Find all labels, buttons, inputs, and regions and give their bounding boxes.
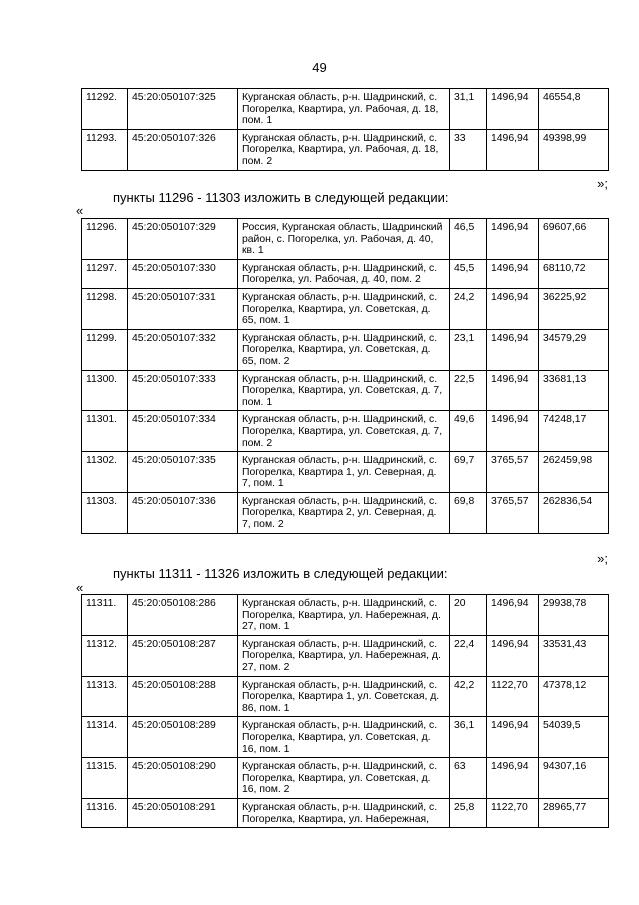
- cadastral-number-cell: 45:20:050108:291: [128, 798, 238, 827]
- area-cell: 31,1: [450, 89, 487, 130]
- rate-cell: 1496,94: [487, 411, 539, 452]
- rate-cell: 1496,94: [487, 595, 539, 636]
- address-cell: Курганская область, р-н. Шадринский, с. Погорелка, Квартира, ул. Рабочая, д. 18, пом. 2: [238, 129, 450, 170]
- cadastral-value-cell: 94307,16: [539, 758, 609, 799]
- cadastral-value-cell: 33531,43: [539, 635, 609, 676]
- row-number-cell: 11302.: [82, 452, 128, 493]
- rate-cell: 1496,94: [487, 758, 539, 799]
- cadastral-number-cell: 45:20:050108:287: [128, 635, 238, 676]
- table-row: [82, 798, 609, 827]
- rate-cell: 1122,70: [487, 676, 539, 717]
- table-row: [82, 89, 609, 130]
- rate-cell: 1496,94: [487, 288, 539, 329]
- cadastral-value-cell: 29938,78: [539, 595, 609, 636]
- page-number: 49: [312, 60, 327, 75]
- cadastral-value-cell: 54039,5: [539, 717, 609, 758]
- table-row: [82, 676, 609, 717]
- address-cell: Курганская область, р-н. Шадринский, с. Погорелка, Квартира 2, ул. Северная, д. 7, пом. 2: [238, 492, 450, 533]
- cadastral-number-cell: 45:20:050107:335: [128, 452, 238, 493]
- rate-cell: 3765,57: [487, 452, 539, 493]
- cadastral-value-cell: 68110,72: [539, 259, 609, 288]
- closing-quote-mark: »;: [597, 176, 608, 191]
- area-cell: 42,2: [450, 676, 487, 717]
- table-row: [82, 219, 609, 260]
- area-cell: 69,7: [450, 452, 487, 493]
- cadastral-value-cell: 49398,99: [539, 129, 609, 170]
- area-cell: 22,4: [450, 635, 487, 676]
- area-cell: 22,5: [450, 370, 487, 411]
- cadastral-number-cell: 45:20:050108:289: [128, 717, 238, 758]
- address-cell: Курганская область, р-н. Шадринский, с. Погорелка, Квартира, ул. Советская, д. 7, пом. 1: [238, 370, 450, 411]
- address-cell: Курганская область, р-н. Шадринский, с. Погорелка, Квартира, ул. Советская, д. 16, пом. 1: [238, 717, 450, 758]
- row-number-cell: 11299.: [82, 329, 128, 370]
- table-row: [82, 452, 609, 493]
- row-number-cell: 11298.: [82, 288, 128, 329]
- address-cell: Курганская область, р-н. Шадринский, с. Погорелка, Квартира, ул. Набережная, д. 27, пом. 2: [238, 635, 450, 676]
- cadastral-number-cell: 45:20:050107:329: [128, 219, 238, 260]
- cadastral-number-cell: 45:20:050107:336: [128, 492, 238, 533]
- address-cell: Курганская область, р-н. Шадринский, с. Погорелка, Квартира, ул. Советская, д. 65, пом. 2: [238, 329, 450, 370]
- area-cell: 69,8: [450, 492, 487, 533]
- cadastral-value-cell: 34579,29: [539, 329, 609, 370]
- rate-cell: 1496,94: [487, 329, 539, 370]
- cadastral-number-cell: 45:20:050107:331: [128, 288, 238, 329]
- address-cell: Курганская область, р-н. Шадринский, с. Погорелка, Квартира 1, ул. Северная, д. 7, пом. 1: [238, 452, 450, 493]
- rate-cell: 1496,94: [487, 717, 539, 758]
- area-cell: 46,5: [450, 219, 487, 260]
- table-row: [82, 129, 609, 170]
- area-cell: 23,1: [450, 329, 487, 370]
- area-cell: 20: [450, 595, 487, 636]
- area-cell: 33: [450, 129, 487, 170]
- rate-cell: 1496,94: [487, 635, 539, 676]
- cadastral-number-cell: 45:20:050107:330: [128, 259, 238, 288]
- area-cell: 45,5: [450, 259, 487, 288]
- cadastral-number-cell: 45:20:050107:333: [128, 370, 238, 411]
- cadastral-value-cell: 28965,77: [539, 798, 609, 827]
- section-instruction: пункты 11296 - 11303 изложить в следующей редакции:: [113, 190, 449, 205]
- area-cell: 24,2: [450, 288, 487, 329]
- cadastral-number-cell: 45:20:050107:325: [128, 89, 238, 130]
- cadastral-number-cell: 45:20:050107:332: [128, 329, 238, 370]
- row-number-cell: 11292.: [82, 89, 128, 130]
- cadastral-number-cell: 45:20:050108:290: [128, 758, 238, 799]
- rate-cell: 1122,70: [487, 798, 539, 827]
- address-cell: Курганская область, р-н. Шадринский, с. Погорелка, Квартира, ул. Набережная, д. 27, пом. 1: [238, 595, 450, 636]
- row-number-cell: 11297.: [82, 259, 128, 288]
- row-number-cell: 11315.: [82, 758, 128, 799]
- area-cell: 25,8: [450, 798, 487, 827]
- table-row: [82, 288, 609, 329]
- rate-cell: 1496,94: [487, 89, 539, 130]
- table-row: [82, 370, 609, 411]
- cadastral-number-cell: 45:20:050107:326: [128, 129, 238, 170]
- row-number-cell: 11301.: [82, 411, 128, 452]
- address-cell: Курганская область, р-н. Шадринский, с. Погорелка, ул. Рабочая, д. 40, пом. 2: [238, 259, 450, 288]
- row-number-cell: 11312.: [82, 635, 128, 676]
- table-row: [82, 635, 609, 676]
- table-row: [82, 758, 609, 799]
- table-row: [82, 717, 609, 758]
- opening-quote-mark: «: [76, 580, 84, 595]
- cadastral-value-cell: 262459,98: [539, 452, 609, 493]
- address-cell: Курганская область, р-н. Шадринский, с. Погорелка, Квартира, ул. Набережная,: [238, 798, 450, 827]
- cadastral-value-cell: 262836,54: [539, 492, 609, 533]
- table-row: [82, 259, 609, 288]
- cadastral-number-cell: 45:20:050108:288: [128, 676, 238, 717]
- address-cell: Курганская область, р-н. Шадринский, с. Погорелка, Квартира, ул. Советская, д. 65, пом. 1: [238, 288, 450, 329]
- rate-cell: 1496,94: [487, 219, 539, 260]
- address-cell: Курганская область, р-н. Шадринский, с. Погорелка, Квартира 1, ул. Советская, д. 86, пом. 1: [238, 676, 450, 717]
- section-instruction: пункты 11311 - 11326 изложить в следующей редакции:: [113, 566, 448, 581]
- row-number-cell: 11311.: [82, 595, 128, 636]
- address-cell: Курганская область, р-н. Шадринский, с. Погорелка, Квартира, ул. Рабочая, д. 18, пом. 1: [238, 89, 450, 130]
- row-number-cell: 11296.: [82, 219, 128, 260]
- rate-cell: 1496,94: [487, 370, 539, 411]
- row-number-cell: 11293.: [82, 129, 128, 170]
- area-cell: 49,6: [450, 411, 487, 452]
- table-row: [82, 492, 609, 533]
- registry-table-section-2: [81, 594, 609, 828]
- table-row: [82, 595, 609, 636]
- row-number-cell: 11314.: [82, 717, 128, 758]
- table-row: [82, 411, 609, 452]
- cadastral-value-cell: 47378,12: [539, 676, 609, 717]
- cadastral-value-cell: 33681,13: [539, 370, 609, 411]
- table-row: [82, 329, 609, 370]
- address-cell: Курганская область, р-н. Шадринский, с. Погорелка, Квартира, ул. Советская, д. 16, пом. 2: [238, 758, 450, 799]
- row-number-cell: 11316.: [82, 798, 128, 827]
- address-cell: Россия, Курганская область, Шадринский район, с. Погорелка, ул. Рабочая, д. 40, кв. 1: [238, 219, 450, 260]
- rate-cell: 1496,94: [487, 259, 539, 288]
- registry-table-section-1: [81, 218, 609, 534]
- cadastral-value-cell: 46554,8: [539, 89, 609, 130]
- cadastral-number-cell: 45:20:050107:334: [128, 411, 238, 452]
- area-cell: 63: [450, 758, 487, 799]
- registry-table-top: [81, 88, 609, 171]
- rate-cell: 1496,94: [487, 129, 539, 170]
- cadastral-value-cell: 74248,17: [539, 411, 609, 452]
- area-cell: 36,1: [450, 717, 487, 758]
- address-cell: Курганская область, р-н. Шадринский, с. Погорелка, Квартира, ул. Советская, д. 7, пом. 2: [238, 411, 450, 452]
- row-number-cell: 11303.: [82, 492, 128, 533]
- opening-quote-mark: «: [76, 203, 84, 218]
- row-number-cell: 11313.: [82, 676, 128, 717]
- cadastral-number-cell: 45:20:050108:286: [128, 595, 238, 636]
- row-number-cell: 11300.: [82, 370, 128, 411]
- closing-quote-mark: »;: [597, 551, 608, 566]
- cadastral-value-cell: 36225,92: [539, 288, 609, 329]
- cadastral-value-cell: 69607,66: [539, 219, 609, 260]
- rate-cell: 3765,57: [487, 492, 539, 533]
